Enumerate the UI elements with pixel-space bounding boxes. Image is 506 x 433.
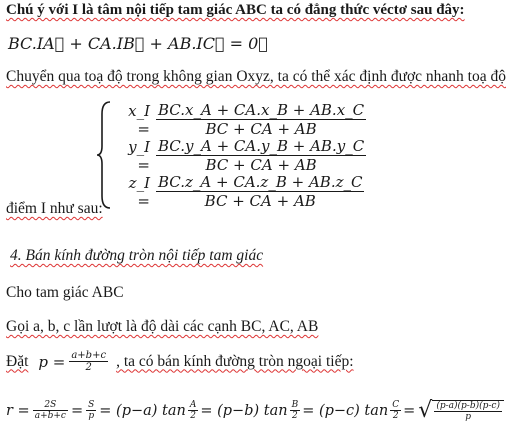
p-def-fraction [69,350,108,373]
r-lhs: r = [6,402,30,419]
system-lhs: y_I = [128,137,150,174]
point-text: điểm I như sau: [6,200,103,217]
fraction-denominator: BC + CA + AB [156,155,366,174]
fraction-numerator: BC.z_A + CA.z_B + AB.z_C [158,173,363,191]
system-fraction [156,173,364,210]
fraction-numerator: a+b+c [71,350,107,361]
fraction-denominator: 2 [188,410,199,421]
fraction-numerator: 2S [44,400,57,410]
system-row-x [116,101,366,138]
fraction-numerator: S [88,400,95,410]
fraction-numerator: BC.x_A + CA.x_B + AB.x_C [158,101,365,119]
intro-line [6,68,506,86]
system-fraction [156,101,366,138]
r-frac-1 [33,400,68,421]
fraction-denominator: BC + CA + AB [156,119,366,138]
fraction-denominator: p [434,411,502,422]
set-label: Đặt [6,352,29,370]
note-title: Chú ý với I là tâm nội tiếp tam giác ABC ta có đẳng thức véctơ sau đây: [6,2,465,18]
fraction-denominator: 2 [69,361,108,373]
left-brace [96,100,114,210]
set-line [6,350,354,373]
fraction-denominator: 2 [290,410,301,421]
system-row-z [116,173,364,210]
point-line [6,200,103,218]
r-frac-5 [390,400,401,421]
fraction-denominator: BC + CA + AB [156,191,364,210]
r-term-b: = (p−b) tan [200,402,288,419]
set-rest: , ta có bán kính đường tròn ngoại tiếp: [116,352,354,370]
fraction-numerator: C [392,400,400,410]
fraction-numerator: B [291,400,299,410]
r-term-c: = (p−c) tan [302,402,389,419]
system-lhs: x_I = [128,101,150,138]
sqrt-symbol: √ [418,398,433,423]
intro-text: Chuyển qua toạ độ trong không gian Oxyz, ta có thể xác định được nhanh toạ độ [6,68,506,85]
equals-sign: = [403,402,416,419]
fraction-denominator: a+b+c [34,411,66,421]
r-frac-3 [188,400,199,421]
r-frac-4 [290,400,301,421]
vector-equation: BC.IA⃗ + CA.IB⃗ + AB.IC⃗ = 0⃗ [8,34,268,53]
fraction-numerator: A [189,400,197,410]
equals-sign: = [70,402,84,419]
sides-text: Gọi a, b, c lần lượt là độ dài các cạnh BC, AC, AB [6,318,319,335]
given-line: Cho tam giác ABC [6,284,124,301]
r-formula [6,398,504,423]
section-heading-text: 4. Bán kính đường tròn nội tiếp tam giác [10,247,264,264]
fraction-denominator: p [86,410,96,421]
sqrt-fraction [434,401,502,422]
sides-line [6,318,318,336]
sqrt-radicand [432,400,504,422]
section-heading [10,247,263,265]
system-row-y [116,137,366,174]
fraction-denominator: 2 [390,410,401,421]
system-lhs: z_I = [128,173,150,210]
p-def-lhs: p = [38,352,66,371]
fraction-numerator: (p-a)(p-b)(p-c) [436,400,500,411]
r-frac-2 [86,400,96,421]
system-fraction [156,137,366,174]
r-term-a: = (p−a) tan [99,402,186,419]
fraction-numerator: BC.y_A + CA.y_B + AB.y_C [158,137,365,155]
